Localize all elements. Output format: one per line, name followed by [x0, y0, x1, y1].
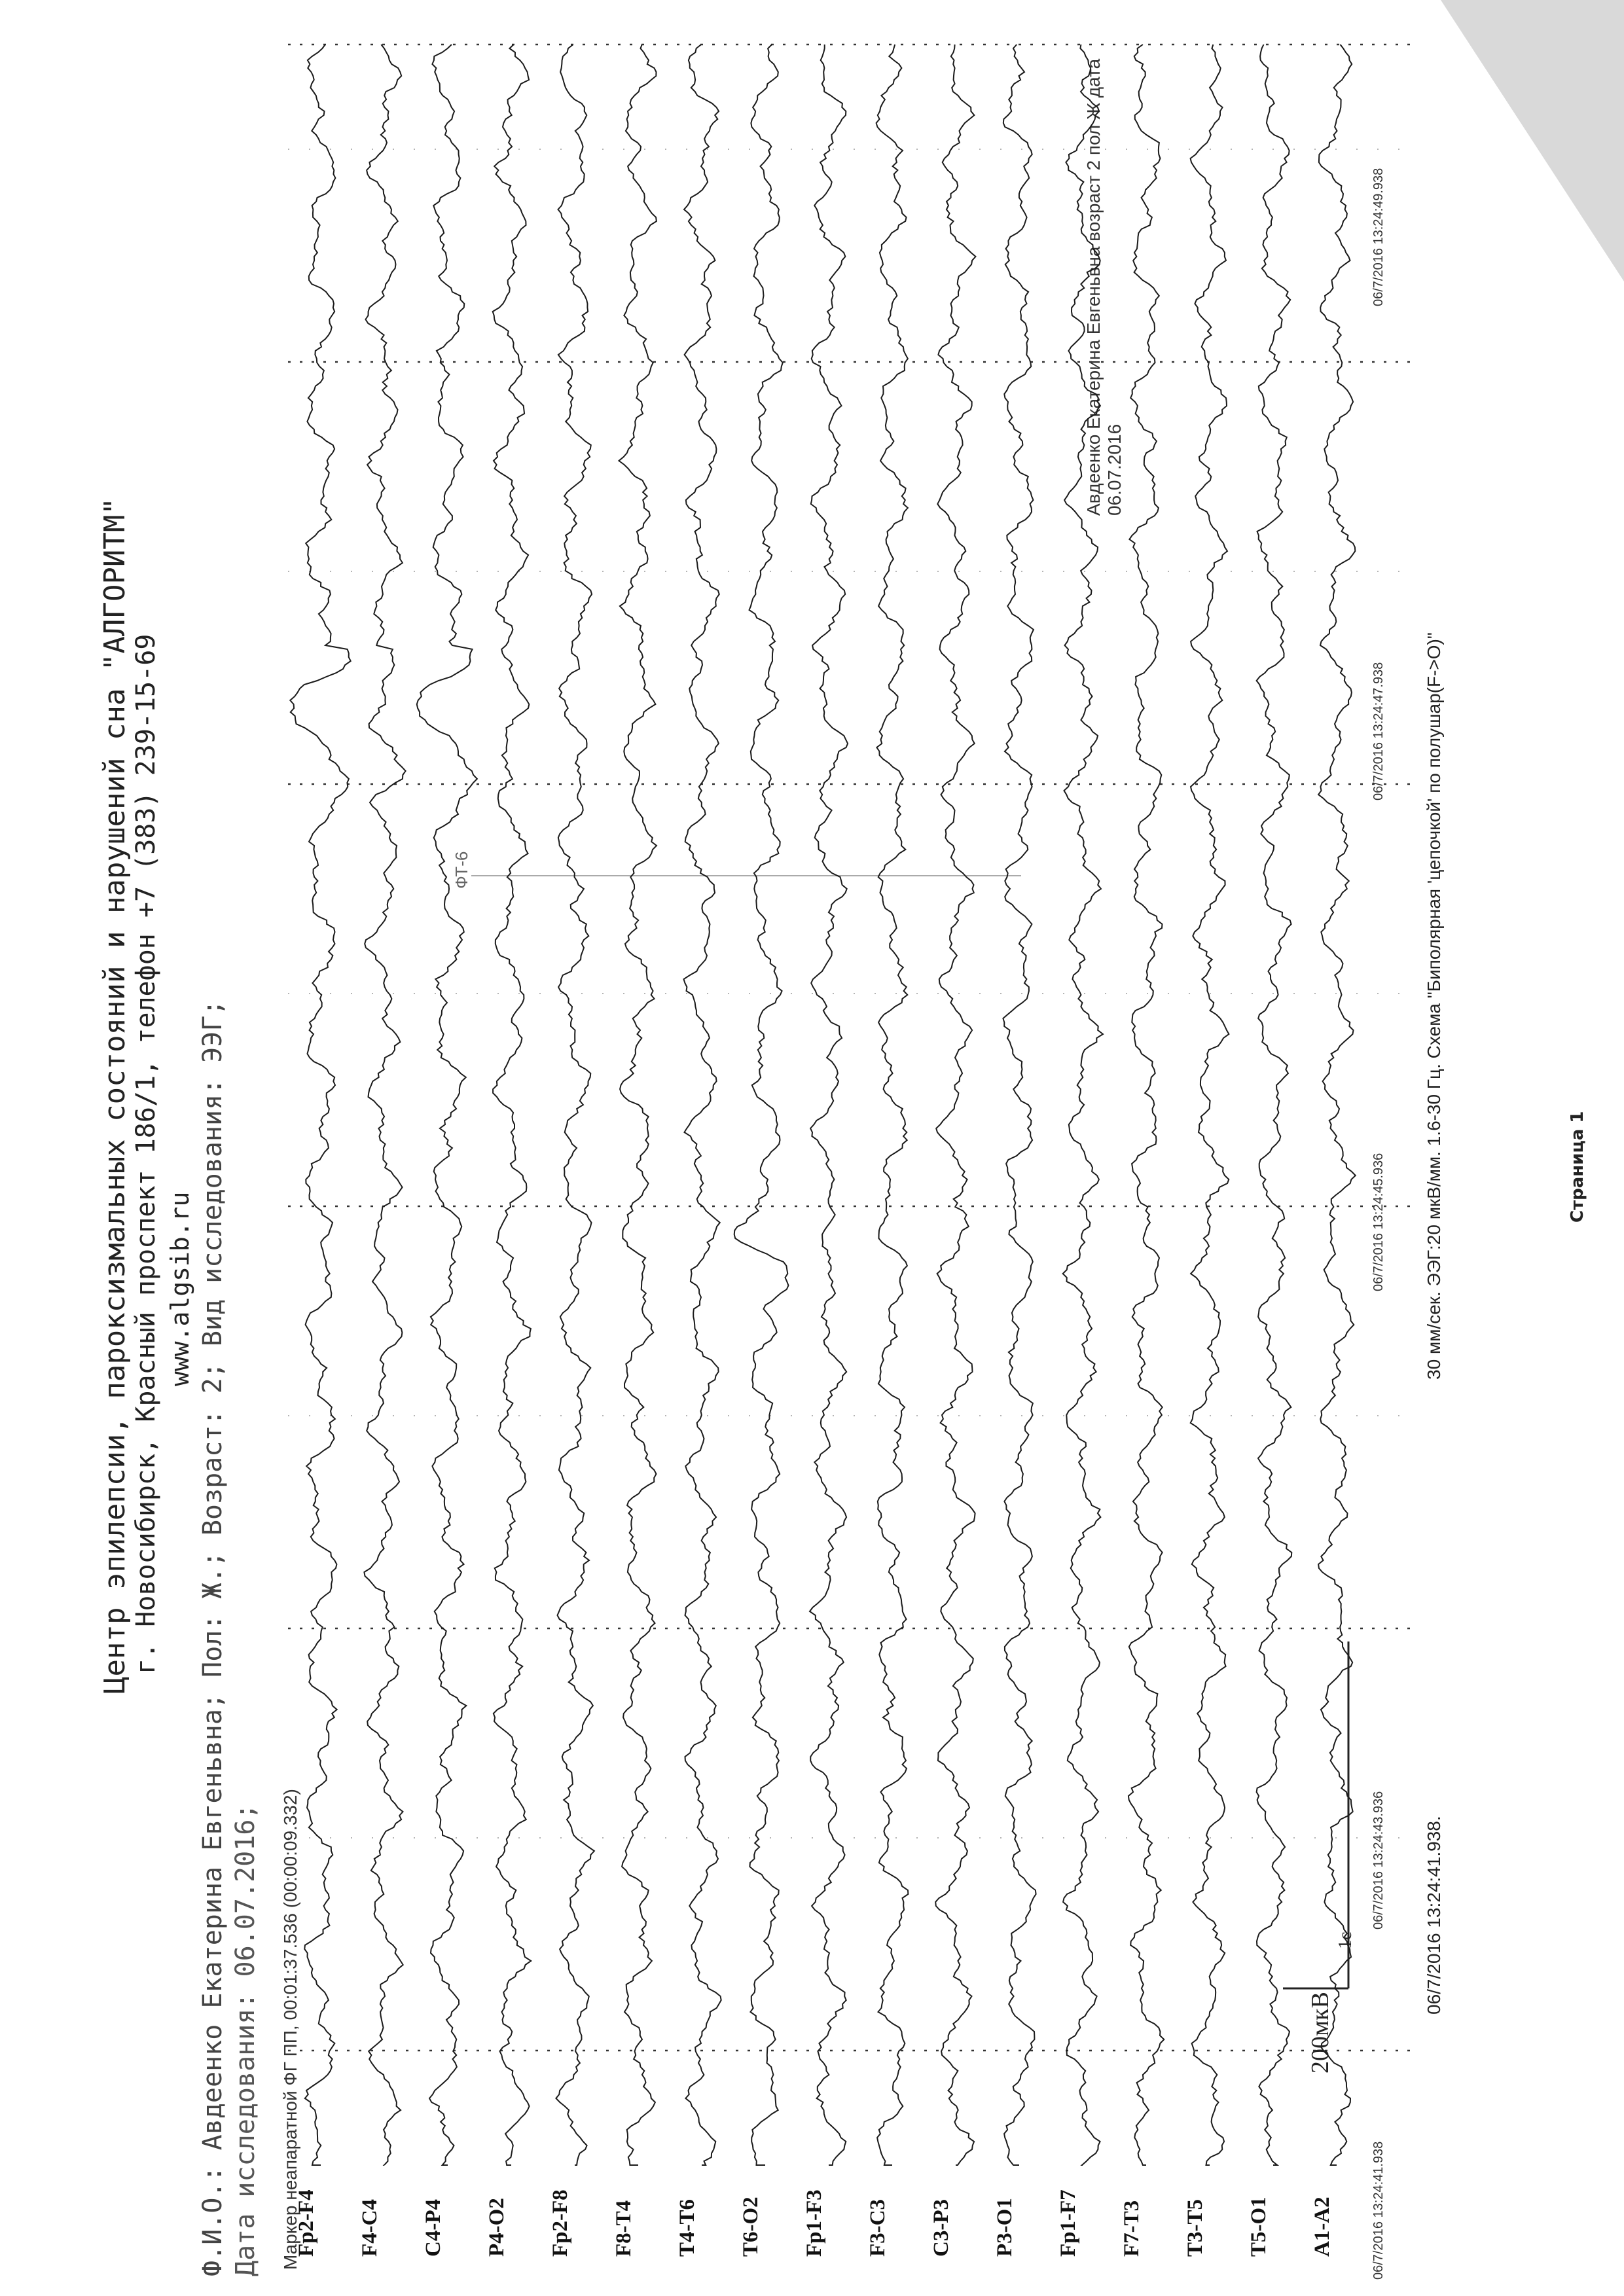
amplitude-calibration: 200мкВ — [1307, 1992, 1334, 2073]
channel-label: C3-P3 — [929, 2199, 953, 2257]
photostim-label: ФТ-6 — [452, 851, 471, 889]
timestamp: 06/7/2016 13:24:45.936 — [1371, 1153, 1386, 1291]
clinic-title: Центр эпилепсии, пароксизмальных состояний и нарушений сна "АЛГОРИТМ" — [98, 497, 132, 1694]
eeg-trace — [935, 45, 975, 2165]
record-start-time: 06/7/2016 13:24:41.938. — [1424, 1816, 1444, 2015]
channel-label: T4-T6 — [676, 2198, 699, 2257]
eeg-trace — [290, 45, 350, 2165]
channel-label: F3-C3 — [866, 2199, 890, 2257]
channel-label: T6-O2 — [739, 2197, 763, 2257]
channel-label: T3-T5 — [1183, 2198, 1207, 2257]
channel-label: F4-C4 — [358, 2199, 382, 2257]
eeg-trace — [1257, 45, 1292, 2165]
timestamp: 06/7/2016 13:24:43.936 — [1371, 1791, 1386, 1929]
channel-label: F8-T4 — [612, 2200, 636, 2257]
study-date: Дата исследования: 06.07.2016; — [230, 1803, 261, 2276]
clinic-website: www.algsib.ru — [166, 1191, 194, 1386]
eeg-trace — [1063, 45, 1103, 2165]
eeg-trace — [417, 45, 477, 2165]
time-calibration: 1с — [1335, 1931, 1356, 1949]
recording-settings: 30 мм/сек. ЭЭГ:20 мкВ/мм. 1.6-30 Гц. Схема "Биполярная 'цепочкой' по полушар(F->O)" — [1424, 632, 1444, 1380]
channel-label: P3-O1 — [993, 2198, 1017, 2257]
channel-label: Fp2-F8 — [549, 2189, 572, 2257]
timestamp: 06/7/2016 13:24:49.938 — [1371, 168, 1386, 306]
eeg-trace — [556, 45, 594, 2165]
channel-label: P4-O2 — [485, 2198, 509, 2257]
page-number: Страница 1 — [1568, 1111, 1587, 1223]
patient-strip: Авдеенко Екатерина Евгеньвна возраст 2 пол Ж дата 06.07.2016 — [1083, 58, 1125, 516]
timestamp: 06/7/2016 13:24:47.938 — [1371, 662, 1386, 800]
channel-label: A1-A2 — [1310, 2197, 1334, 2257]
channel-label: Fp1-F7 — [1056, 2189, 1080, 2257]
channel-label: F7-T3 — [1120, 2200, 1144, 2257]
channel-label: C4-P4 — [422, 2199, 445, 2257]
marker-line: Маркер неапаратной ФГ ПП, 00:01:37.536 (00:00:09.332) — [280, 1789, 300, 2270]
channel-label: Fp2-F4 — [295, 2189, 318, 2257]
patient-info: Ф.И.О.: Авдеенко Екатерина Евгеньвна; Пол: Ж.; Возраст: 2; Вид исследования: ЭЭГ; — [198, 999, 228, 2276]
clinic-address: г. Новосибирск, Красный проспект 186/1, телефон +7 (383) 239-15-69 — [131, 634, 161, 1674]
timestamp: 06/7/2016 13:24:41.938 — [1371, 2141, 1386, 2280]
channel-label: Fp1-F3 — [803, 2189, 826, 2257]
eeg-trace — [876, 45, 909, 2165]
eeg-trace — [1128, 45, 1164, 2165]
eeg-trace — [619, 45, 657, 2165]
channel-label: T5-O1 — [1247, 2197, 1271, 2257]
